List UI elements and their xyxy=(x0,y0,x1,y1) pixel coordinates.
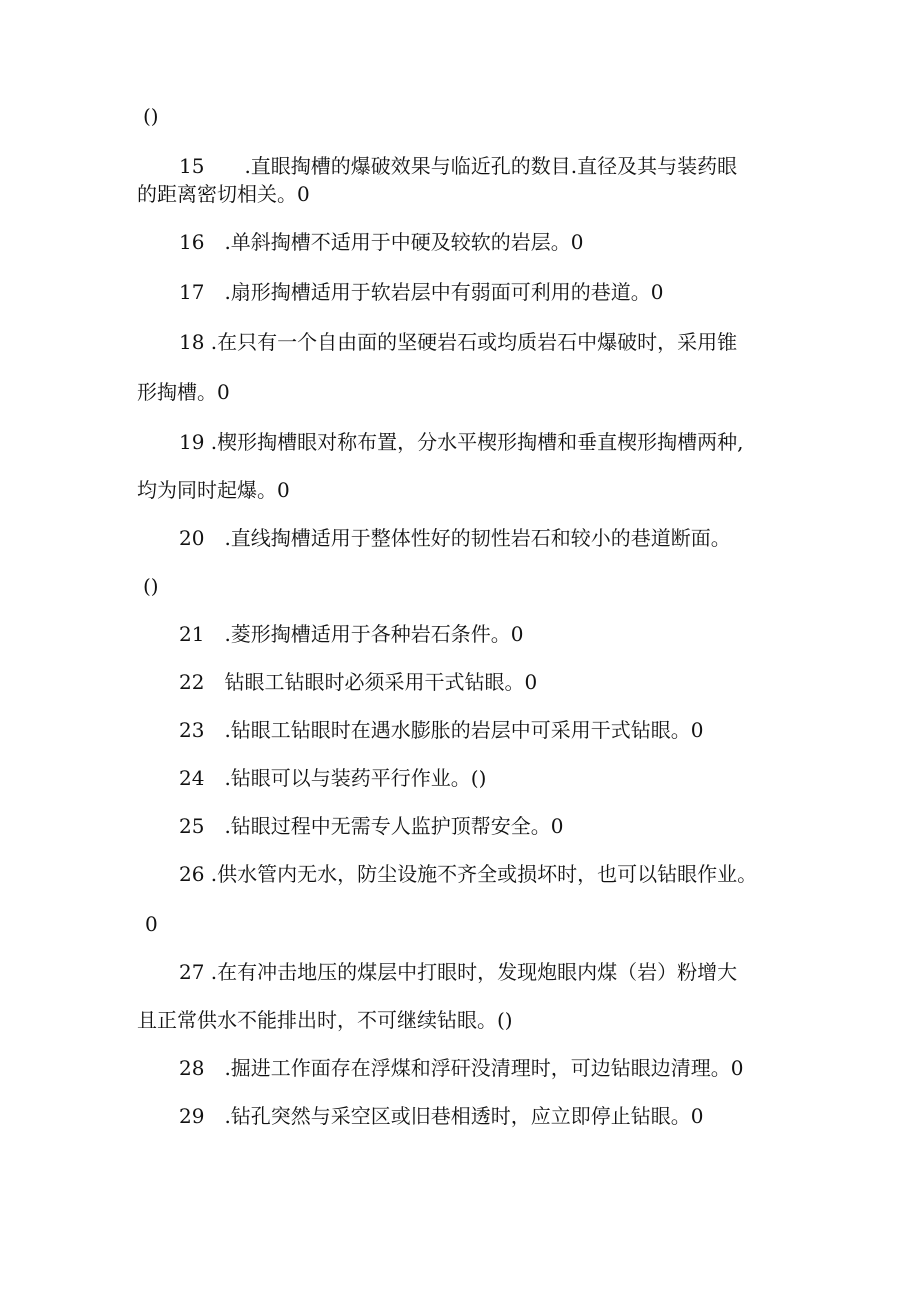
text-line: 0 xyxy=(145,912,158,936)
text-line: 23 .钻眼工钻眼时在遇水膨胀的岩层中可采用干式钻眼。0 xyxy=(179,718,704,742)
text-line: 的距离密切相关。0 xyxy=(137,182,310,206)
text-line: 均为同时起爆。0 xyxy=(137,478,290,502)
text-line: 20 .直线掏槽适用于整体性好的韧性岩石和较小的巷道断面。 xyxy=(179,526,731,550)
text-line: 形掏槽。0 xyxy=(137,380,230,404)
text-line: 19 .楔形掏槽眼对称布置，分水平楔形掏槽和垂直楔形掏槽两种, xyxy=(179,430,744,454)
text-line: 18 .在只有一个自由面的坚硬岩石或均质岩石中爆破时，采用锥 xyxy=(179,330,738,354)
text-line: 22 钻眼工钻眼时必须采用干式钻眼。0 xyxy=(179,670,538,694)
text-line: 27 .在有冲击地压的煤层中打眼时，发现炮眼内煤（岩）粉增大 xyxy=(179,960,738,984)
text-line: 且正常供水不能排出时，不可继续钻眼。() xyxy=(137,1008,513,1032)
text-line: 26 .供水管内无水，防尘设施不齐全或损坏时，也可以钻眼作业。 xyxy=(179,862,758,886)
text-line: () xyxy=(143,104,159,128)
text-line: 28 .掘进工作面存在浮煤和浮矸没清理时，可边钻眼边清理。0 xyxy=(179,1056,744,1080)
text-line: 16 .单斜掏槽不适用于中硬及较软的岩层。0 xyxy=(179,230,584,254)
text-line: 21 .菱形掏槽适用于各种岩石条件。0 xyxy=(179,622,524,646)
text-line: 24 .钻眼可以与装药平行作业。() xyxy=(179,766,487,790)
text-line: 15 .直眼掏槽的爆破效果与临近孔的数目.直径及其与装药眼 xyxy=(179,154,738,178)
text-line: () xyxy=(143,574,159,598)
text-line: 29 .钻孔突然与采空区或旧巷相透时，应立即停止钻眼。0 xyxy=(179,1104,704,1128)
text-line: 17 .扇形掏槽适用于软岩层中有弱面可利用的巷道。0 xyxy=(179,280,664,304)
text-line: 25 .钻眼过程中无需专人监护顶帮安全。0 xyxy=(179,814,564,838)
